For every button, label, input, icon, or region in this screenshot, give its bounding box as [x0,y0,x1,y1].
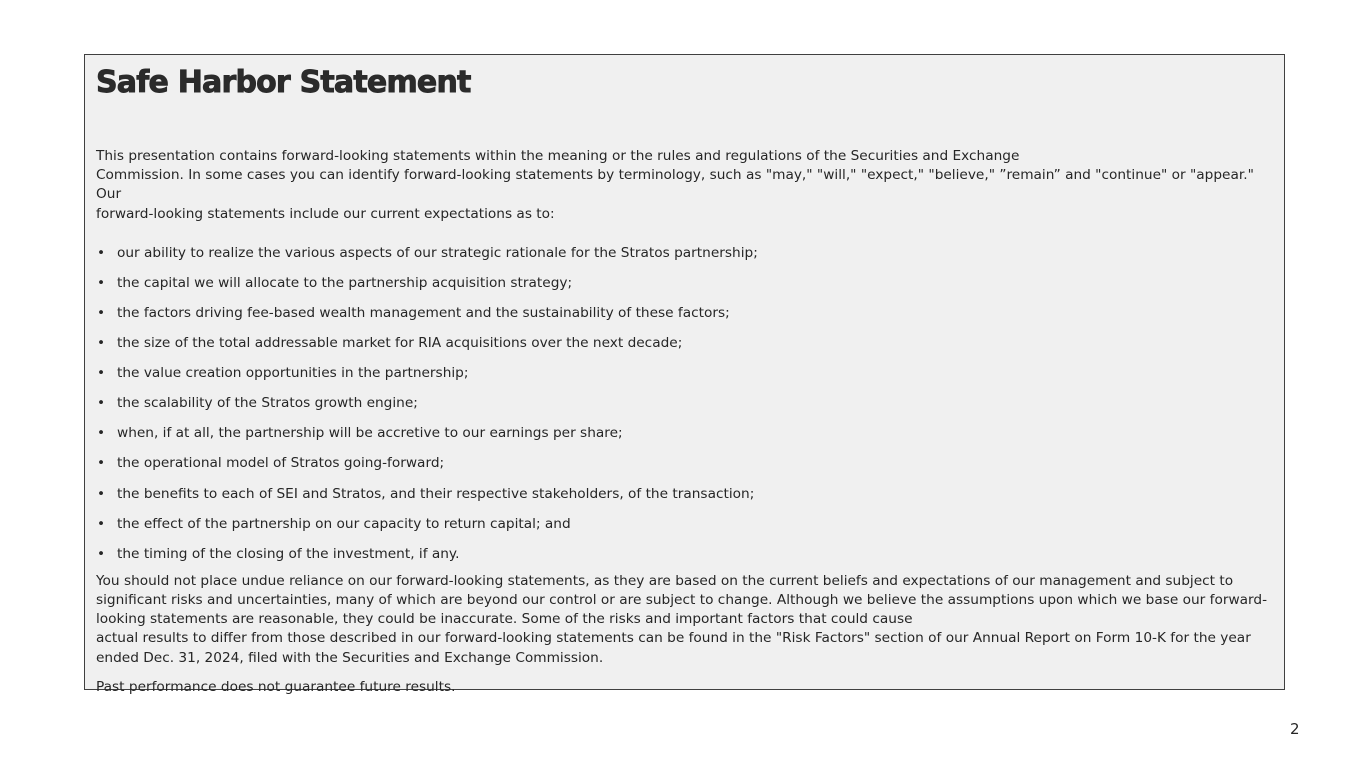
closing-paragraph [96,572,1272,668]
list-item [96,545,1272,564]
list-item-text: the operational model of Stratos going-forward; [117,455,445,472]
list-item-text: the scalability of the Stratos growth engine; [117,395,418,412]
list-item [96,394,1272,413]
closing-line: looking statements are reasonable, they could be inaccurate. Some of the risks and important factors that could cause [96,611,913,628]
closing-line: ended Dec. 31, 2024, filed with the Securities and Exchange Commission. [96,649,604,666]
list-item-text: the size of the total addressable market for RIA acquisitions over the next decade; [117,335,683,352]
list-item-text: our ability to realize the various aspects of our strategic rationale for the Stratos partnership; [117,244,758,261]
closing-line: actual results to differ from those described in our forward-looking statements can be found in the "Risk Factors" section of our Annual Report on Form 10-K for the year [96,630,1251,647]
list-item-text: the timing of the closing of the investment, if any. [117,545,460,562]
closing-line: significant risks and uncertainties, many of which are beyond our control or are subject to change. Although we believe the assumptions upon which we base our forward- [96,592,1268,609]
bullet-icon: • [97,515,106,532]
list-item [96,424,1272,443]
bullet-icon: • [97,425,106,442]
list-item [96,334,1272,353]
page-title: Safe Harbor Statement [96,65,471,100]
list-item [96,274,1272,293]
bullet-icon: • [97,335,106,352]
list-item [96,304,1272,323]
bullet-icon: • [97,244,106,261]
list-item [96,454,1272,473]
list-item-text: the capital we will allocate to the partnership acquisition strategy; [117,274,573,291]
intro-paragraph [96,147,1272,224]
bullet-icon: • [97,455,106,472]
bullet-icon: • [97,545,106,562]
list-item [96,244,1272,263]
intro-line: Commission. In some cases you can identify forward-looking statements by terminology, such as "may," "will," "expect," "believe," ”remain” and "continue" or "appear." Our [96,167,1254,203]
list-item-text: the value creation opportunities in the partnership; [117,365,469,382]
closing-line: You should not place undue reliance on our forward-looking statements, as they are based on the current beliefs and expectations of our management and subject to [96,572,1234,589]
expectations-list [96,244,1272,564]
list-item-text: when, if at all, the partnership will be accretive to our earnings per share; [117,425,623,442]
bullet-icon: • [97,365,106,382]
bullet-icon: • [97,305,106,321]
list-item-text: the benefits to each of SEI and Stratos, and their respective stakeholders, of the transaction; [117,485,755,502]
bullet-icon: • [97,395,106,412]
page-number: 2 [1290,720,1300,738]
list-item-text: the effect of the partnership on our capacity to return capital; and [117,515,571,532]
list-item [96,485,1272,504]
list-item [96,364,1272,383]
safe-harbor-panel [84,54,1285,695]
past-performance-note: Past performance does not guarantee future results. [96,678,456,695]
list-item [96,515,1272,534]
intro-line: This presentation contains forward-looking statements within the meaning or the rules and regulations of the Securities and Exchange [96,148,1020,164]
bullet-icon: • [97,274,106,291]
list-item-text: the factors driving fee-based wealth management and the sustainability of these factors; [117,305,730,321]
intro-line: forward-looking statements include our current expectations as to: [96,205,555,222]
bullet-icon: • [97,485,106,502]
